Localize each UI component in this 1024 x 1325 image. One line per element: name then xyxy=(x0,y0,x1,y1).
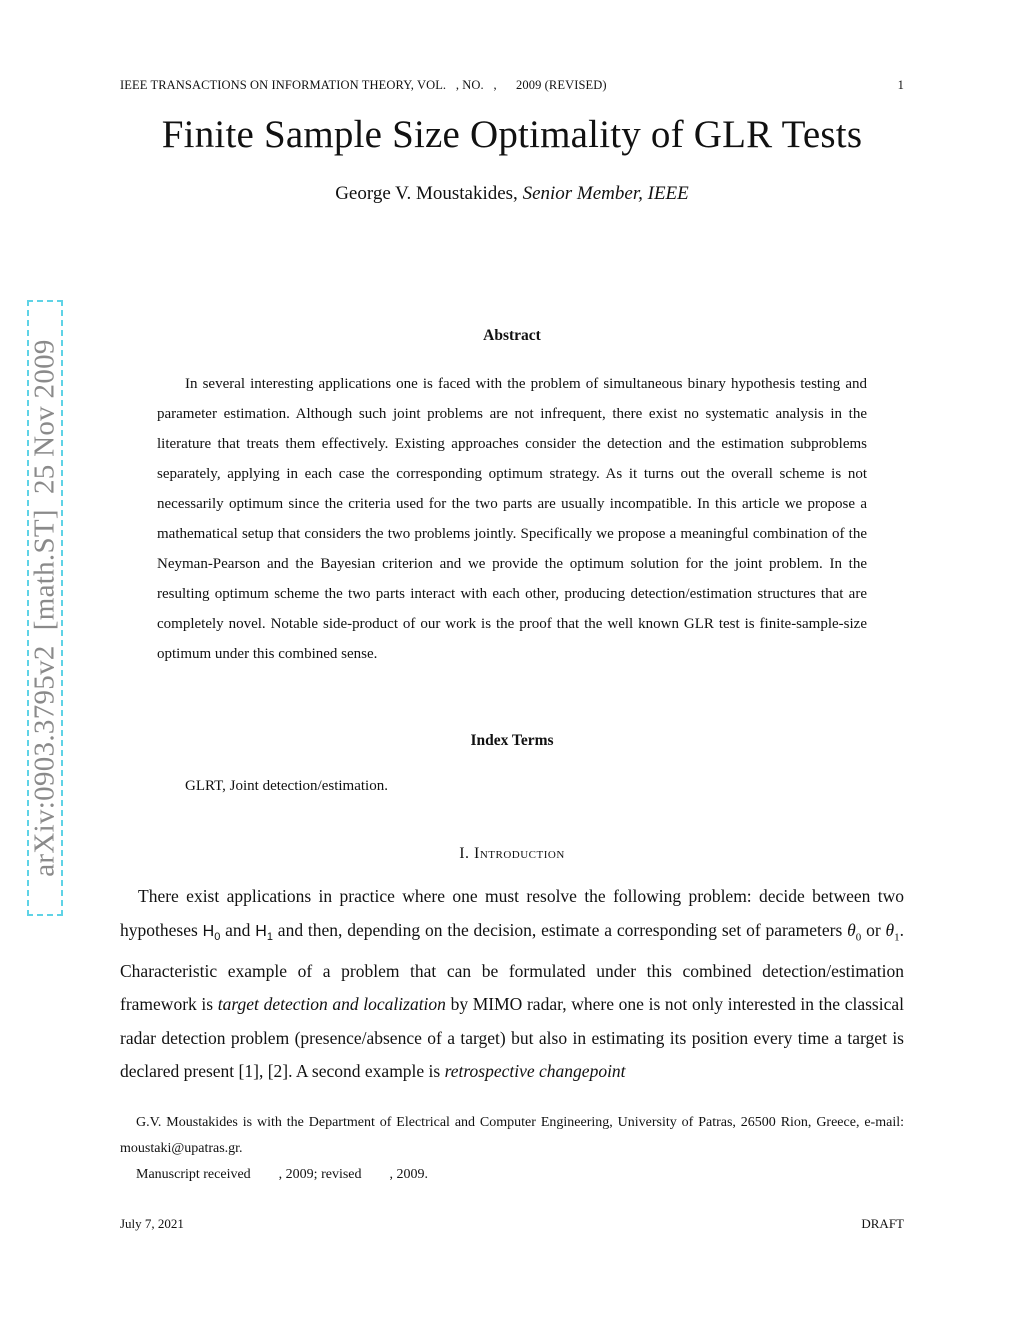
h0-subscript: 0 xyxy=(214,930,221,943)
arxiv-sidebar-stamp[interactable] xyxy=(27,300,63,916)
hypothesis-h1 xyxy=(255,922,273,943)
page-number: 1 xyxy=(897,78,904,92)
section-heading xyxy=(0,845,1024,863)
paper-title: Finite Sample Size Optimality of GLR Tests xyxy=(161,113,863,156)
index-terms-text: GLRT, Joint detection/estimation. xyxy=(185,778,388,794)
section-number: I. xyxy=(459,845,475,862)
author-line xyxy=(0,183,1024,205)
theta0-subscript: 0 xyxy=(855,931,862,943)
running-header xyxy=(120,78,904,96)
h0-symbol: H xyxy=(202,922,215,940)
theta-0 xyxy=(847,920,856,940)
author-name: George V. Moustakides, xyxy=(335,183,523,204)
intro-or: or xyxy=(861,919,886,940)
intro-text-4: by MIMO radar, where one is not only interested in the classical radar detection problem (presence/absence of a target) but also in estimating its position every time a target is declared present [1], [2]. A second example is xyxy=(120,994,904,1081)
theta1-subscript: 1 xyxy=(894,931,900,943)
footer-date: July 7, 2021 xyxy=(120,1216,184,1231)
intro-paragraph xyxy=(120,880,904,1089)
theta0-symbol: θ xyxy=(847,919,856,940)
intro-text-2: and then, depending on the decision, estimate a corresponding set of parameters xyxy=(272,919,848,940)
theta-1 xyxy=(886,920,895,940)
h1-symbol: H xyxy=(255,922,267,940)
intro-text-1: There exist applications in practice where one must resolve the following problem: decide between two hypotheses xyxy=(120,886,904,940)
section-title: Introduction xyxy=(474,845,565,862)
abstract-heading: Abstract xyxy=(483,327,541,344)
theta1-symbol: θ xyxy=(885,919,895,940)
abstract-text: In several interesting applications one is faced with the problem of simultaneous binary hypothesis testing and parameter estimation. Although such joint problems are not infrequent, there exist no systematic analysis in the literature that treats them effectively. Existing approaches consider the detection and the estimation subproblems separately, applying in each case the corresponding optimum strategy. As it turns out the overall scheme is not necessarily optimum since the criteria used for the two parts are usually incompatible. In this article we propose a mathematical setup that considers the two problems jointly. Specifically we propose a meaningful combination of the Neyman-Pearson and the Bayesian criterion and we provide the optimum solution for the joint problem. In the resulting optimum scheme the two parts interact with each other, producing detection/estimation structures that are completely novel. Notable side-product of our work is the proof that the well known GLR test is finite-sample-size optimum under this combined sense. xyxy=(157,376,867,662)
intro-and: and xyxy=(220,919,256,940)
footnote xyxy=(120,1110,904,1188)
author-role: Senior Member, IEEE xyxy=(522,183,689,204)
footnote-affiliation: G.V. Moustakides is with the Department of Electrical and Computer Engineering, University of Patras, 26500 Rion, Greece, e-mail: moustaki@upatras.gr. xyxy=(120,1115,904,1156)
arxiv-identifier[interactable]: arXiv:0903.3795v2 [math.ST] 25 Nov 2009 xyxy=(28,339,61,877)
intro-emphasis-2: retrospective changepoint xyxy=(444,1061,626,1081)
footnote-manuscript: Manuscript received , 2009; revised , 2009. xyxy=(136,1167,428,1182)
hypothesis-h0 xyxy=(202,922,221,943)
intro-emphasis-1: target detection and localization xyxy=(217,994,446,1014)
intro-text-3: . Characteristic example of a problem that can be formulated under this combined detection/estimation framework is xyxy=(120,919,904,1014)
journal-header: IEEE TRANSACTIONS ON INFORMATION THEORY, VOL. , NO. , 2009 (REVISED) xyxy=(120,78,607,92)
index-terms-heading: Index Terms xyxy=(470,732,554,749)
h1-subscript: 1 xyxy=(266,930,273,943)
footer-status: DRAFT xyxy=(861,1216,904,1231)
